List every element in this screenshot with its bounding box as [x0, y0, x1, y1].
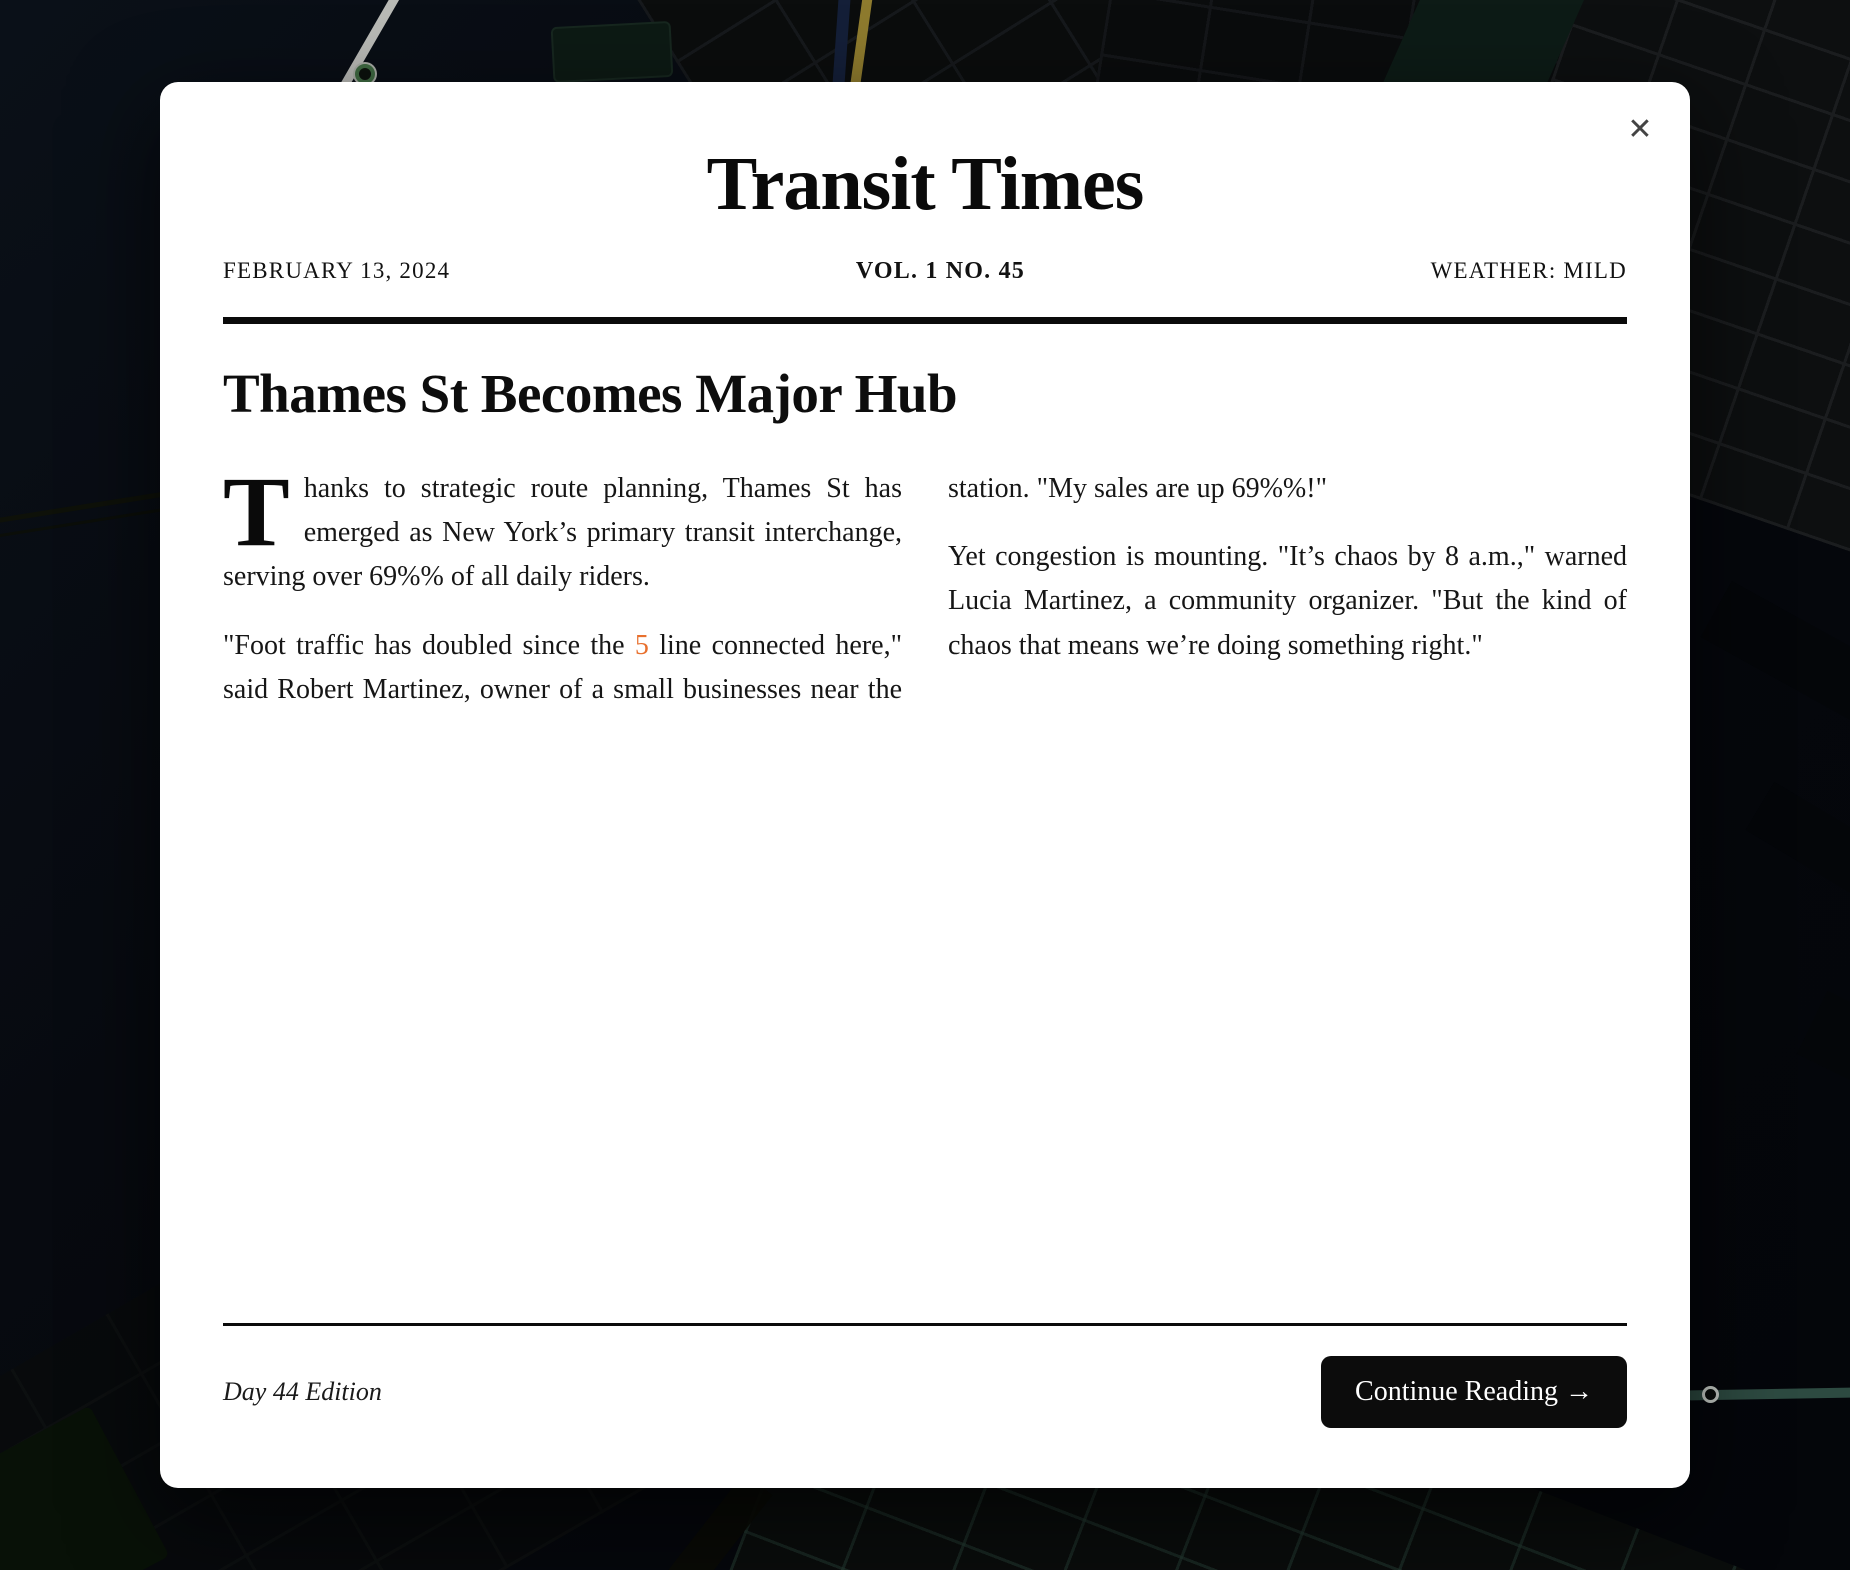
article-text: "Foot traffic has doubled since the: [223, 629, 635, 661]
article-paragraph: [223, 456, 902, 600]
edition-label: Day 44 Edition: [223, 1377, 382, 1406]
map-pier-shape: [1701, 581, 1850, 763]
footer-row: [223, 1326, 1627, 1428]
drop-cap: T: [223, 456, 290, 567]
dateline-weather: WEATHER: MILD: [1430, 258, 1627, 283]
dateline: [223, 258, 1627, 285]
article-text: hanks to strategic route planning, Thames St has emerged as New York’s primary transit interchange, serving over 69%% of all daily riders.: [223, 473, 902, 593]
map-park-shape: [551, 21, 674, 83]
article-body: [223, 456, 1627, 712]
continue-reading-button[interactable]: Continue Reading →: [1321, 1356, 1627, 1428]
article-text: Yet congestion is mounting. "It’s chaos by 8 a.m.," warned Lucia Martinez, a community organizer. "But the kind of chaos that means we’re doing something right.": [948, 541, 1627, 661]
map-pier-shape: [1746, 782, 1850, 974]
dateline-volume: VOL. 1 NO. 45: [855, 258, 1025, 284]
close-icon[interactable]: ✕: [1618, 108, 1662, 152]
map-pier-shape: [1797, 991, 1850, 1159]
subway-line-5: 5: [634, 629, 649, 661]
article-text: line connected here," said Robert Martinez, owner of a small businesses near the station. "My sales are up 69%%!": [223, 473, 1327, 705]
article-headline: Thames St Becomes Major Hub: [223, 363, 958, 424]
masthead-rule: [223, 317, 1627, 324]
newspaper-footer: [223, 1323, 1627, 1488]
map-station-marker: [355, 64, 375, 84]
article-paragraph: [948, 535, 1627, 668]
dateline-date: FEBRUARY 13, 2024: [223, 258, 451, 283]
map-station-marker: [1702, 1386, 1719, 1403]
newspaper-modal: [160, 82, 1690, 1488]
newspaper-masthead: Transit Times: [706, 142, 1144, 226]
